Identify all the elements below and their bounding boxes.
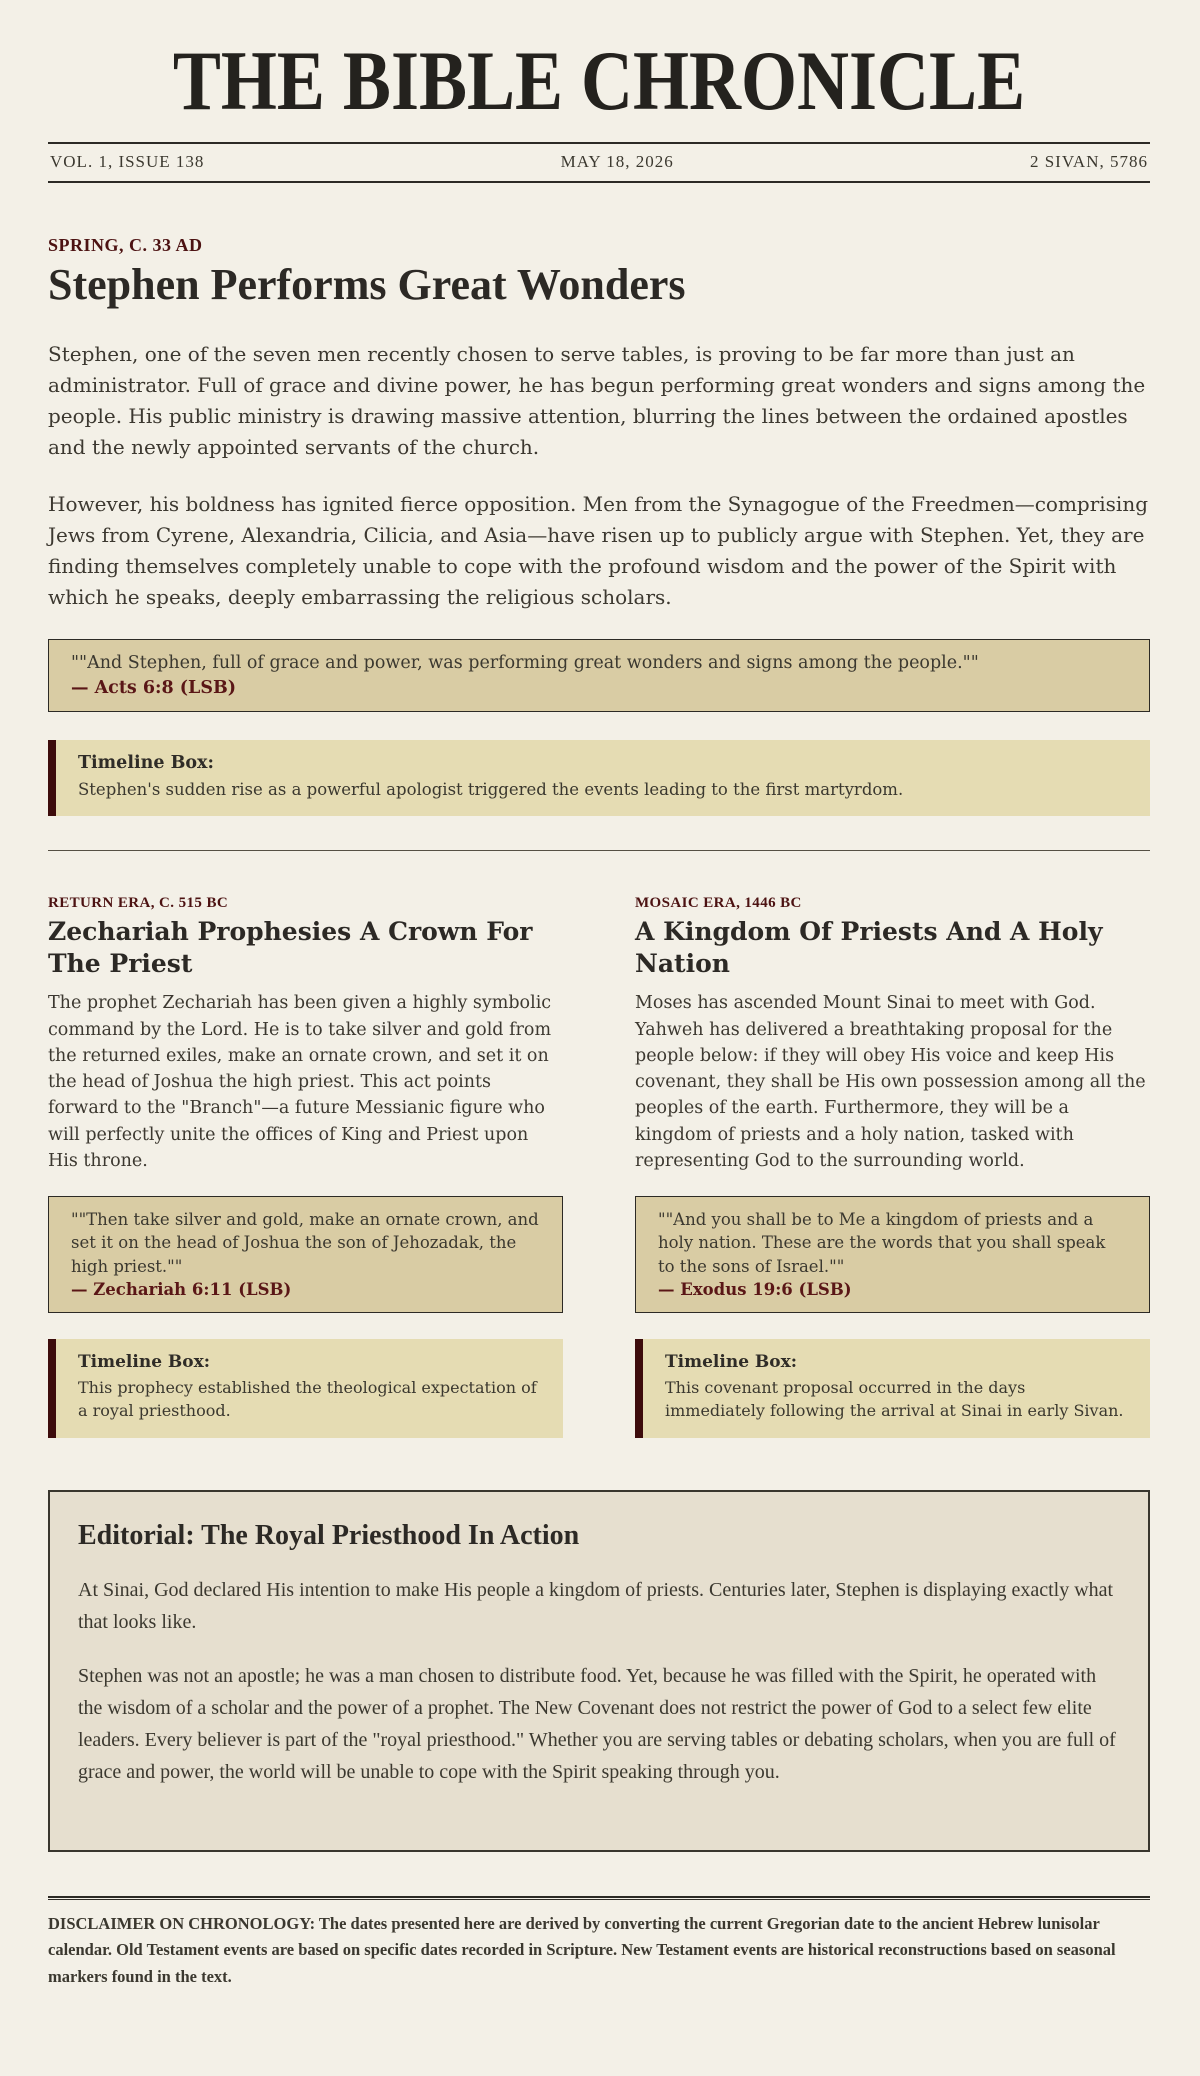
scripture-quote-text: ""And you shall be to Me a kingdom of priests and a holy nation. These are the words that you shall speak to the sons of Israel."" xyxy=(658,1210,1106,1276)
scripture-quote-citation: — Zechariah 6:11 (LSB) xyxy=(71,1280,292,1300)
right-article-body: Moses has ascended Mount Sinai to meet with God. Yahweh has delivered a breathtaking proposal for the people below: if they will obey His voice and keep His covenant, they shall be His own possession among all the peoples of the earth. Furthermore, they will be a kingdom of priests and a holy nation, tasked with representing God to the surrounding world. xyxy=(635,993,1146,1171)
timeline-box xyxy=(635,1339,1150,1437)
timeline-label: Timeline Box: xyxy=(665,1352,798,1373)
editorial-title: Editorial: The Royal Priesthood In Action xyxy=(78,1519,580,1551)
lead-paragraph: Stephen, one of the seven men recently chosen to serve tables, is proving to be far more than just an administrator. Full of grace and divine power, he has begun performing great wonders and signs among the people. His public ministry is drawing massive attention, blurring the lines between the ordained apostles and the newly appointed servants of the church. xyxy=(48,342,1146,460)
left-article-kicker: RETURN ERA, C. 515 BC xyxy=(48,895,229,912)
lead-article xyxy=(48,235,1150,817)
scripture-quote-citation: — Acts 6:8 (LSB) xyxy=(71,677,237,698)
two-column-section xyxy=(48,851,1150,1437)
lead-paragraph: However, his boldness has ignited fierce opposition. Men from the Synagogue of the Freedmen—comprising Jews from Cyrene, Alexandria, Cilicia, and Asia—have risen up to publicly argue with Stephen. Yet, they are finding themselves completely unable to cope with the profound wisdom and the power of the Spirit with which he speaks, deeply embarrassing the religious scholars. xyxy=(48,492,1149,610)
editorial-paragraph: At Sinai, God declared His intention to make His people a kingdom of priests. Centuries later, Stephen is displaying exactly what that looks like. xyxy=(78,1578,1114,1633)
chronology-disclaimer: DISCLAIMER ON CHRONOLOGY: The dates presented here are derived by converting the current Gregorian date to the ancient Hebrew lunisolar calendar. Old Testament events are based on specific dates recorded in Scripture. New Testament events are historical reconstructions based on seasonal markers found in the text. xyxy=(48,1913,1116,1986)
timeline-text: Stephen's sudden rise as a powerful apologist triggered the events leading to the first martyrdom. xyxy=(78,779,904,799)
timeline-box xyxy=(48,1339,563,1437)
right-article-headline: A Kingdom Of Priests And A Holy Nation xyxy=(635,917,1103,979)
issue-meta-row xyxy=(48,144,1150,181)
timeline-label: Timeline Box: xyxy=(78,1352,211,1373)
newspaper-title: THE BIBLE CHRONICLE xyxy=(172,33,1026,129)
scripture-quote-text: ""Then take silver and gold, make an ornate crown, and set it on the head of Joshua the son of Jehozadak, the high priest."" xyxy=(71,1210,539,1276)
timeline-box xyxy=(48,740,1150,816)
scripture-quote-box xyxy=(48,639,1150,712)
footer-double-rule xyxy=(48,1896,1150,1900)
scripture-quote-box xyxy=(48,1196,563,1313)
masthead-rule-bottom xyxy=(48,181,1150,183)
lead-kicker: SPRING, C. 33 AD xyxy=(48,234,203,255)
scripture-quote-box xyxy=(635,1196,1150,1313)
left-article-headline: Zechariah Prophesies A Crown For The Priest xyxy=(48,917,533,979)
left-article-body: The prophet Zechariah has been given a highly symbolic command by the Lord. He is to take silver and gold from the returned exiles, make an ornate crown, and set it on the head of Joshua the high priest. This act points forward to the "Branch"—a future Messianic figure who will perfectly unite the offices of King and Priest upon His throne. xyxy=(48,993,552,1171)
timeline-label: Timeline Box: xyxy=(78,752,214,773)
scripture-quote-citation: — Exodus 19:6 (LSB) xyxy=(658,1280,852,1300)
masthead xyxy=(48,33,1150,129)
gregorian-date: MAY 18, 2026 xyxy=(560,151,674,171)
issue-number: VOL. 1, ISSUE 138 xyxy=(50,151,205,171)
timeline-text: This prophecy established the theological expectation of a royal priesthood. xyxy=(78,1378,537,1421)
editorial-paragraph: Stephen was not an apostle; he was a man chosen to distribute food. Yet, because he was filled with the Spirit, he operated with the wisdom of a scholar and the power of a prophet. The New Covenant does not restrict the power of God to a select few elite leaders. Every believer is part of the "royal priesthood." Whether you are serving tables or debating scholars, when you are full of grace and power, the world will be unable to cope with the Spirit speaking through you. xyxy=(78,1664,1116,1783)
editorial-box xyxy=(48,1490,1150,1852)
lead-headline: Stephen Performs Great Wonders xyxy=(48,259,686,309)
page-footer xyxy=(48,1896,1150,1990)
hebrew-date: 2 SIVAN, 5786 xyxy=(1029,151,1148,171)
right-article-kicker: MOSAIC ERA, 1446 BC xyxy=(635,895,802,912)
timeline-text: This covenant proposal occurred in the days immediately following the arrival at Sinai in early Sivan. xyxy=(665,1378,1124,1421)
scripture-quote-text: ""And Stephen, full of grace and power, was performing great wonders and signs among the people."" xyxy=(71,653,979,674)
